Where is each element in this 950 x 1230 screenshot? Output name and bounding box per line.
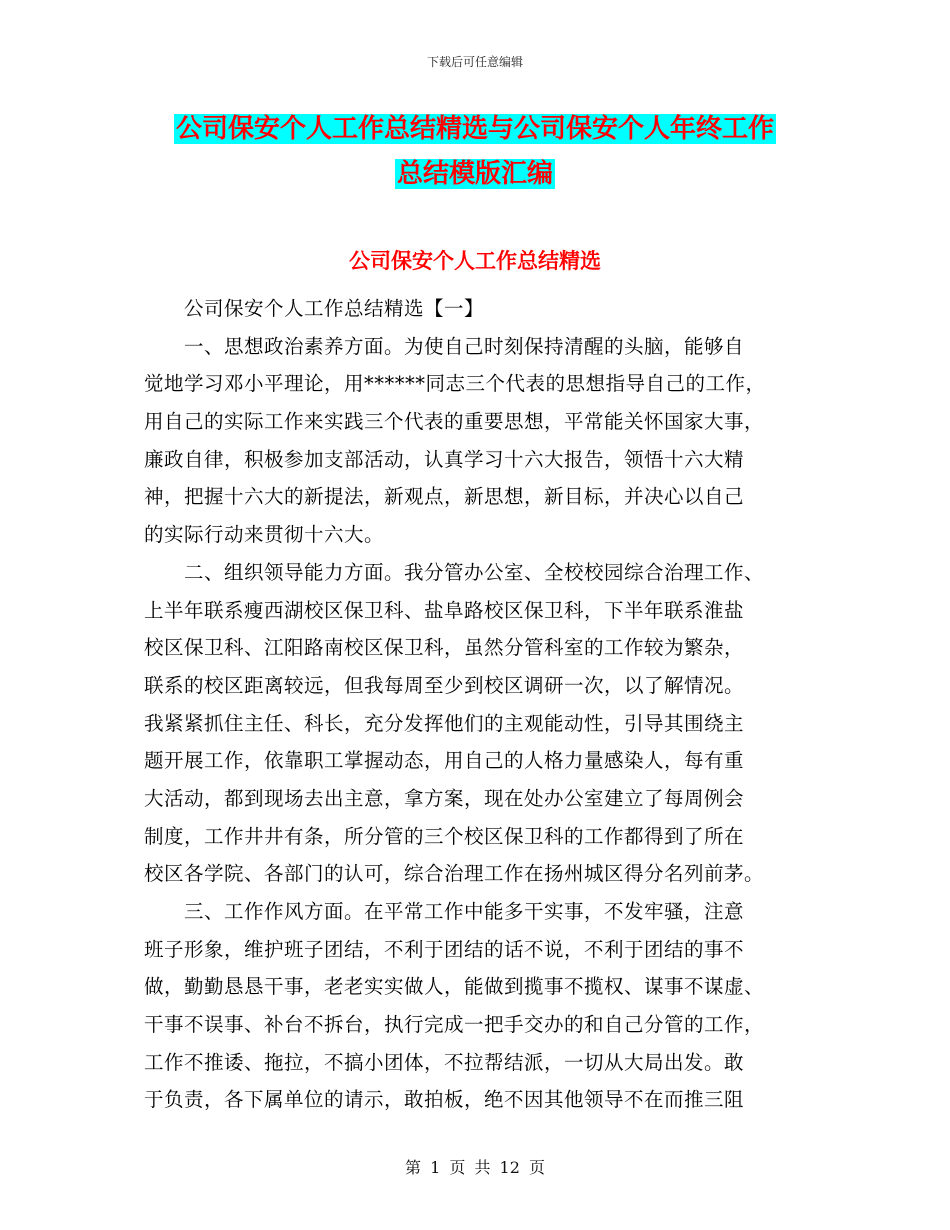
body-line: 于负责，各下属单位的请示，敢拍板，绝不因其他领导不在而推三阻 xyxy=(144,1088,745,1112)
body-line: 大活动，都到现场去出主意，拿方案，现在处办公室建立了每周例会 xyxy=(144,786,745,810)
body-line: 我紧紧抓住主任、科长，充分发挥他们的主观能动性，引导其围绕主 xyxy=(144,711,745,735)
body-line: 一、思想政治素养方面。为使自己时刻保持清醒的头脑，能够自 xyxy=(144,334,745,358)
page-number-footer: 第 1 页 共 12 页 xyxy=(405,1158,545,1177)
body-line: 三、工作作风方面。在平常工作中能多干实事，不发牢骚，注意 xyxy=(144,900,745,923)
body-line: 校区各学院、各部门的认可，综合治理工作在扬州城区得分名列前茅。 xyxy=(144,862,765,886)
body-line: 校区保卫科、江阳路南校区保卫科，虽然分管科室的工作较为繁杂， xyxy=(144,636,745,660)
body-line: 公司保安个人工作总结精选【一】 xyxy=(144,297,485,320)
body-text xyxy=(144,290,806,1119)
body-line: 用自己的实际工作来实践三个代表的重要思想，平常能关怀国家大事， xyxy=(144,410,765,434)
document-title-text-2: 总结模版汇编 xyxy=(396,159,553,189)
body-line: 上半年联系瘦西湖校区保卫科、盐阜路校区保卫科，下半年联系淮盐 xyxy=(144,598,745,622)
document-title-line-2 xyxy=(0,154,950,194)
body-line: 廉政自律，积极参加支部活动，认真学习十六大报告，领悟十六大精 xyxy=(144,447,745,471)
body-line: 工作不推诿、拖拉，不搞小团体，不拉帮结派，一切从大局出发。敢 xyxy=(144,1050,745,1074)
body-line: 二、组织领导能力方面。我分管办公室、全校校园综合治理工作、 xyxy=(144,560,765,584)
body-line: 神，把握十六大的新提法，新观点，新思想，新目标，并决心以自己 xyxy=(144,485,745,509)
section-heading: 公司保安个人工作总结精选 xyxy=(349,249,601,273)
body-line: 联系的校区距离较远，但我每周至少到校区调研一次，以了解情况。 xyxy=(144,673,745,697)
body-line: 题开展工作，依靠职工掌握动态，用自己的人格力量感染人，每有重 xyxy=(144,749,745,773)
body-line: 干事不误事、补台不拆台，执行完成一把手交办的和自己分管的工作， xyxy=(144,1013,765,1037)
body-line: 做，勤勤恳恳干事，老老实实做人，能做到揽事不揽权、谋事不谋虚、 xyxy=(144,975,765,999)
body-line: 的实际行动来贯彻十六大。 xyxy=(144,523,385,547)
body-line: 觉地学习邓小平理论，用******同志三个代表的思想指导自己的工作， xyxy=(144,372,766,396)
header-note: 下载后可任意编辑 xyxy=(426,55,523,69)
document-title-line-1 xyxy=(0,109,950,149)
document-title-text-1: 公司保安个人工作总结精选与公司保安个人年终工作 xyxy=(175,114,774,144)
body-line: 班子形象，维护班子团结，不利于团结的话不说，不利于团结的事不 xyxy=(144,937,745,961)
body-line: 制度，工作井井有条，所分管的三个校区保卫科的工作都得到了所在 xyxy=(144,824,745,848)
